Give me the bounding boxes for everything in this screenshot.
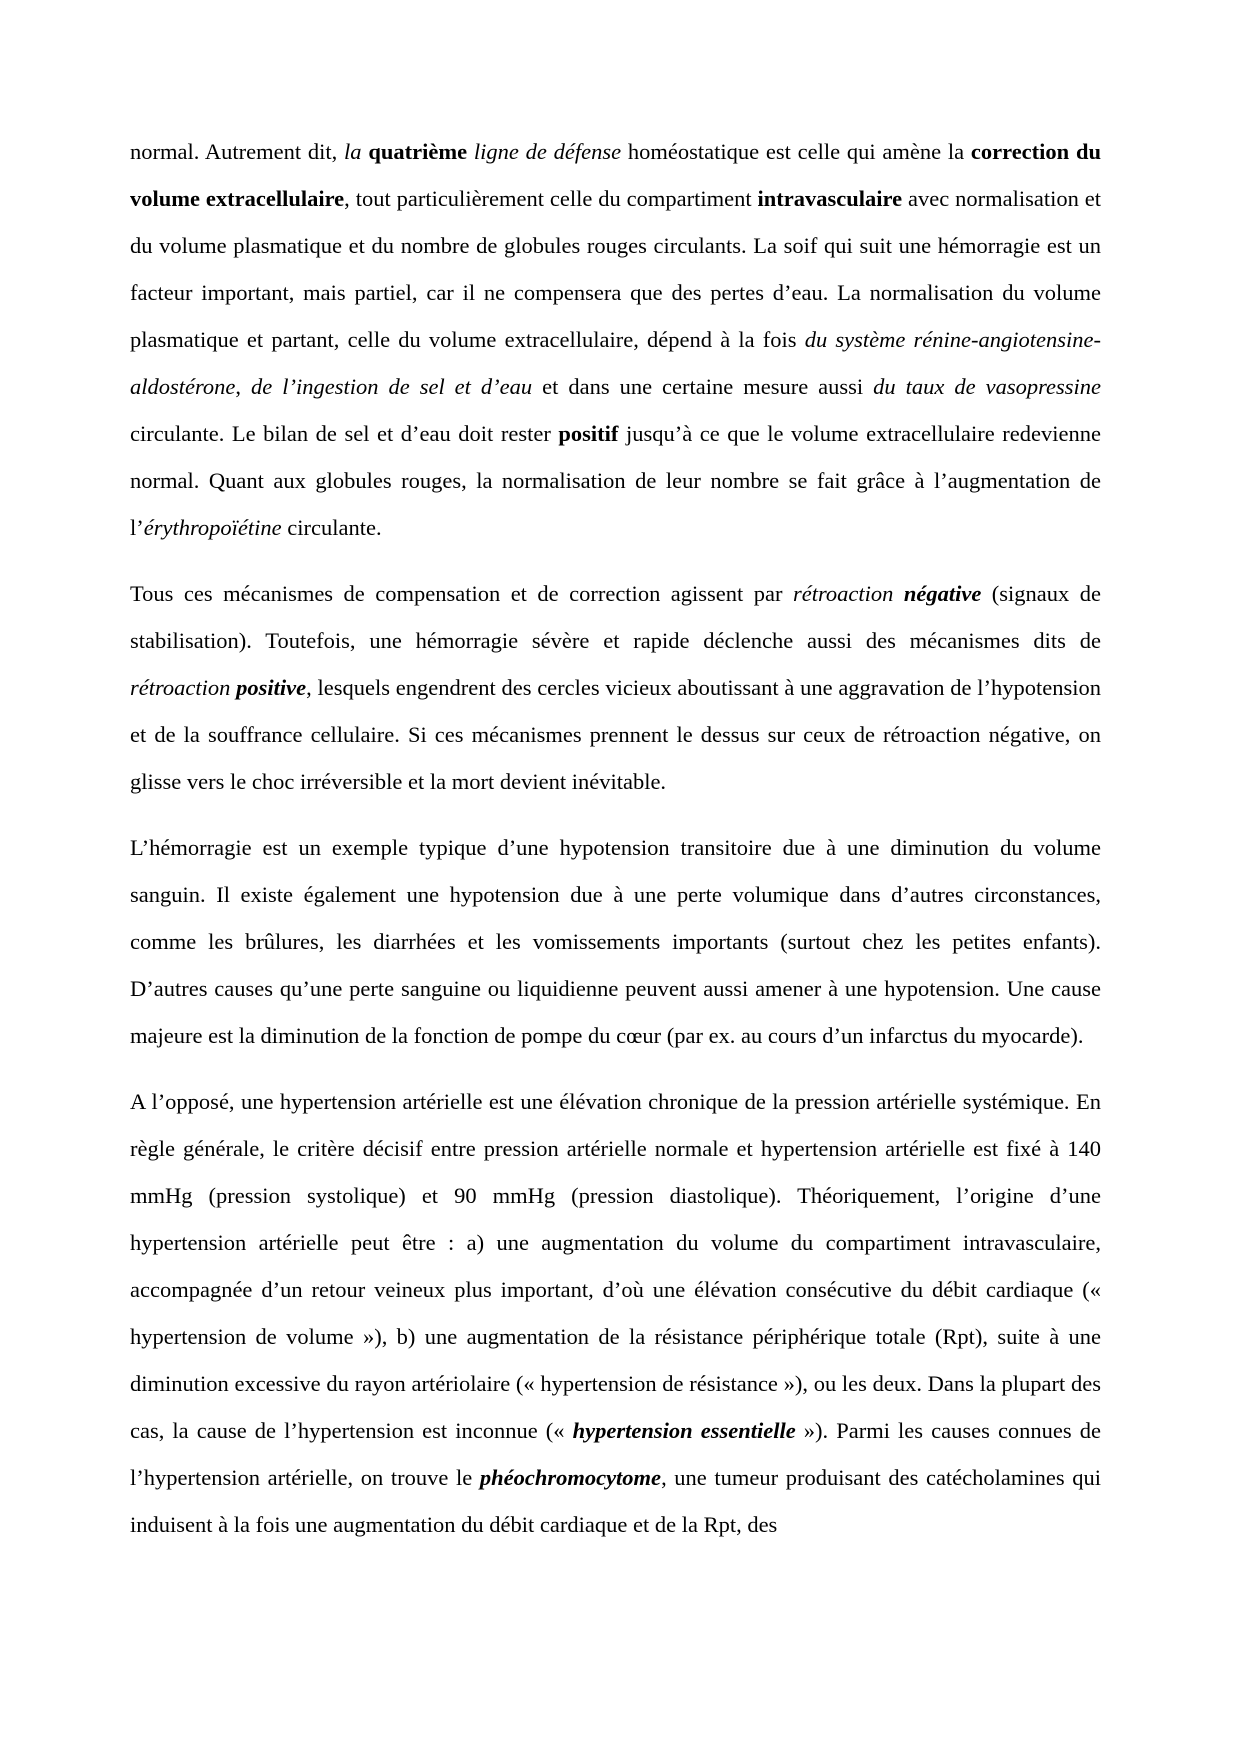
bold-italic-run: positive [236, 675, 307, 700]
text-run: normal. Autrement dit, [130, 139, 345, 164]
paragraph [130, 128, 1101, 551]
italic-run: du système rénine-angiotensine-aldostérone [130, 327, 1101, 399]
italic-run: du taux de vasopressine [873, 374, 1102, 399]
italic-run: de l’ingestion de sel et d’eau [251, 374, 533, 399]
bold-italic-run: hypertension essentielle [572, 1418, 796, 1443]
text-run: L’hémorragie est un exemple typique d’une hypotension transitoire due à une diminution du volume sanguin. Il existe également une hypotension due à une perte volumique dans d’autres circonstances, comme les brûlures, les diarrhées et les vomissements importants (surtout chez les petites enfants). D’autres causes qu’une perte sanguine ou liquidienne peuvent aussi amener à une hypotension. Une cause majeure est la diminution de la fonction de pompe du cœur (par ex. au cours d’un infarctus du myocarde). [130, 835, 1101, 1048]
italic-run: rétroaction [130, 675, 237, 700]
paragraph [130, 824, 1101, 1059]
text-run: , [235, 374, 252, 399]
bold-run: correction du volume extracellulaire [130, 139, 1101, 211]
bold-italic-run: phéochromocytome [479, 1465, 662, 1490]
italic-run: la [344, 139, 369, 164]
text-run: circulante. Le bilan de sel et d’eau doit rester [130, 421, 559, 446]
bold-run: quatrième [368, 139, 474, 164]
bold-run: positif [558, 421, 619, 446]
text-run: avec normalisation et du volume plasmatique et du nombre de globules rouges circulants. La soif qui suit une hémorragie est un facteur important, mais partiel, car il ne compensera que des pertes d’eau. La normalisation du volume plasmatique et partant, celle du volume extracellulaire, dépend à la fois [130, 186, 1101, 352]
text-run: jusqu’à ce que le volume extracellulaire redevienne normal. Quant aux globules rouges, la normalisation de leur nombre se fait grâce à l’augmentation de l’ [130, 421, 1101, 540]
bold-run: intravasculaire [757, 186, 903, 211]
italic-run: érythropoïétine [143, 515, 282, 540]
text-run: »). Parmi les causes connues de l’hypertension artérielle, on trouve le [130, 1418, 1101, 1490]
document-body [130, 128, 1101, 1548]
text-run: , tout particulièrement celle du compartiment [344, 186, 758, 211]
text-run: circulante. [281, 515, 382, 540]
bold-italic-run: négative [903, 581, 982, 606]
paragraph [130, 1078, 1101, 1548]
text-run: , une tumeur produisant des catécholamines qui induisent à la fois une augmentation du débit cardiaque et de la Rpt, des [130, 1465, 1101, 1537]
text-run: A l’opposé, une hypertension artérielle est une élévation chronique de la pression artérielle systémique. En règle générale, le critère décisif entre pression artérielle normale et hypertension artérielle est fixé à 140 mmHg (pression systolique) et 90 mmHg (pression diastolique). Théoriquement, l’origine d’une hypertension artérielle peut être : a) une augmentation du volume du compartiment intravasculaire, accompagnée d’un retour veineux plus important, d’où une élévation consécutive du débit cardiaque (« hypertension de volume »), b) une augmentation de la résistance périphérique totale (Rpt), suite à une diminution excessive du rayon artériolaire (« hypertension de résistance »), ou les deux. Dans la plupart des cas, la cause de l’hypertension est inconnue (« [130, 1089, 1101, 1443]
paragraph [130, 570, 1101, 805]
italic-run: ligne de défense [473, 139, 628, 164]
text-run: , lesquels engendrent des cercles vicieux aboutissant à une aggravation de l’hypotension et de la souffrance cellulaire. Si ces mécanismes prennent le dessus sur ceux de rétroaction négative, on glisse vers le choc irréversible et la mort devient inévitable. [130, 675, 1101, 794]
italic-run: rétroaction [792, 581, 904, 606]
text-run: homéostatique est celle qui amène la [627, 139, 971, 164]
text-run: Tous ces mécanismes de compensation et de correction agissent par [130, 581, 793, 606]
text-run: et dans une certaine mesure aussi [532, 374, 874, 399]
text-run: (signaux de stabilisation). Toutefois, une hémorragie sévère et rapide déclenche aussi des mécanismes dits de [130, 581, 1101, 653]
